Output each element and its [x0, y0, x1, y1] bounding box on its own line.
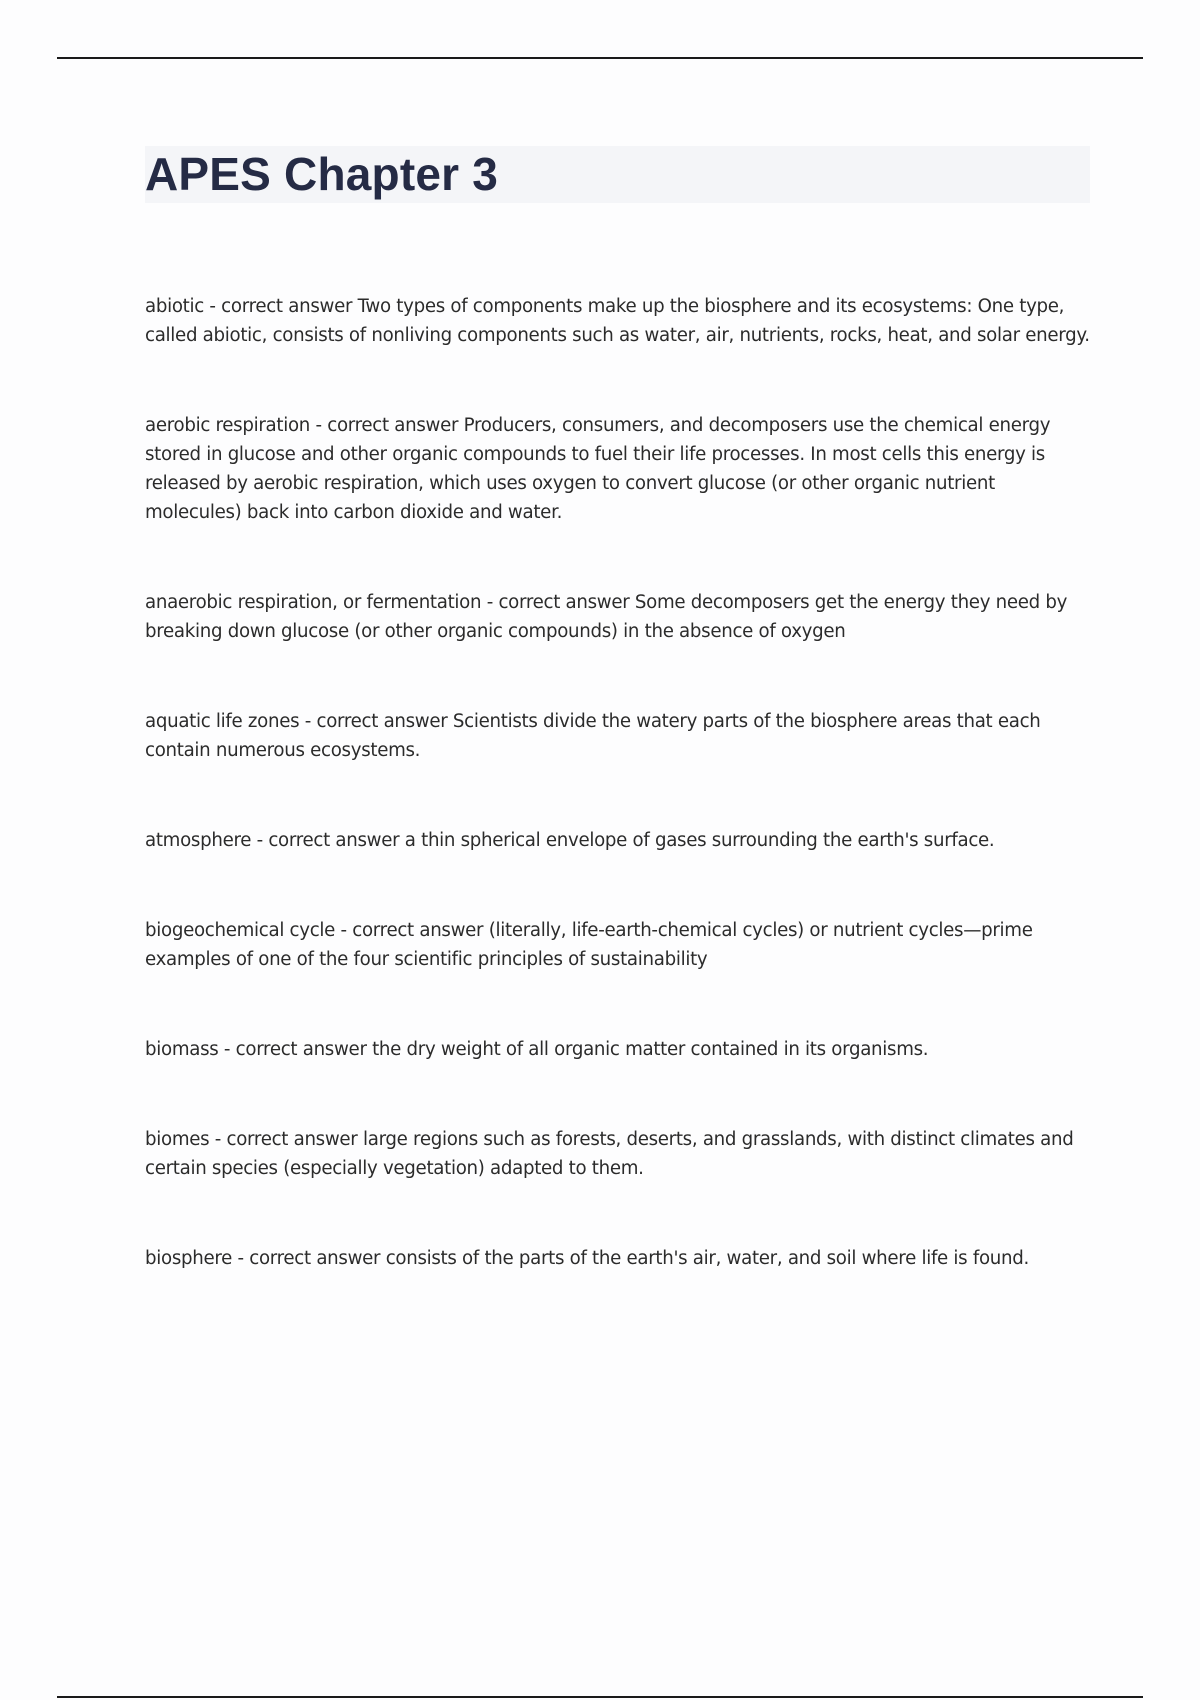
entry-biogeochemical-cycle: biogeochemical cycle - correct answer (literally, life-earth-chemical cycles) or nutrient cycles—prime examples of one of the four scientific principles of sustainability	[145, 920, 1033, 970]
entry-atmosphere: atmosphere - correct answer a thin spherical envelope of gases surrounding the earth's surface.	[145, 830, 995, 851]
entry-biosphere: biosphere - correct answer consists of the parts of the earth's air, water, and soil where life is found.	[145, 1248, 1029, 1269]
document-title: APES Chapter 3	[145, 148, 499, 200]
bottom-rule	[57, 1696, 1143, 1698]
entry-biomass: biomass - correct answer the dry weight of all organic matter contained in its organisms.	[145, 1039, 929, 1060]
entry-aquatic-life-zones: aquatic life zones - correct answer Scientists divide the watery parts of the biosphere areas that each contain numerous ecosystems.	[145, 711, 1041, 761]
top-rule	[57, 57, 1143, 59]
entry-biomes: biomes - correct answer large regions such as forests, deserts, and grasslands, with distinct climates and certain species (especially vegetation) adapted to them.	[145, 1129, 1074, 1179]
entry-list	[145, 292, 1090, 1273]
entry-abiotic: abiotic - correct answer Two types of components make up the biosphere and its ecosystems: One type, called abiotic, consists of nonliving components such as water, air, nutrients, rocks, heat, and solar energy.	[145, 296, 1090, 346]
entry-aerobic-respiration: aerobic respiration - correct answer Producers, consumers, and decomposers use the chemical energy stored in glucose and other organic compounds to fuel their life processes. In most cells this energy is released by aerobic respiration, which uses oxygen to convert glucose (or other organic nutrient molecules) back into carbon dioxide and water.	[145, 415, 1051, 523]
entry-anaerobic-respiration: anaerobic respiration, or fermentation - correct answer Some decomposers get the energy they need by breaking down glucose (or other organic compounds) in the absence of oxygen	[145, 592, 1068, 642]
